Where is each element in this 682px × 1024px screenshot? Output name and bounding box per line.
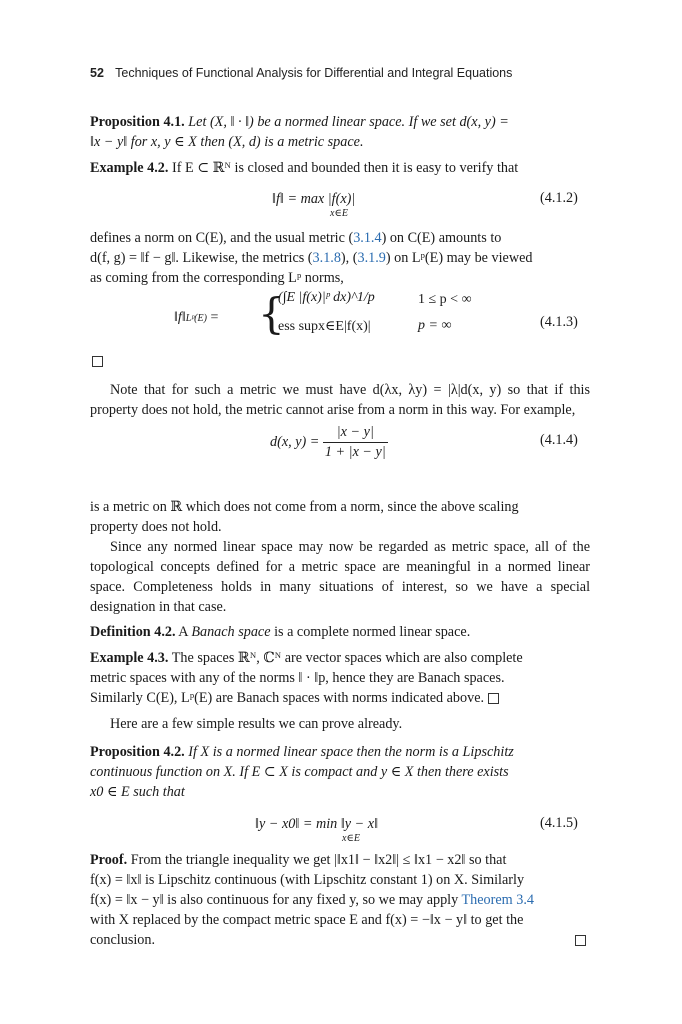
proposition-4-1: [90, 112, 590, 152]
prop41-line2: ‖x − y‖ for x, y ∈ X then (X, d) is a metric space.: [90, 134, 364, 150]
since-paragraph: [90, 537, 590, 617]
since-line1: Since any normed linear space may now be regarded as metric space, all of: [110, 539, 567, 555]
here-text: Here are a few simple results we can prove already.: [110, 716, 403, 732]
eq415-number: (4.1.5): [540, 815, 578, 831]
prop42-line1: If X is a normed linear space then the norm is a Lipschitz: [188, 744, 514, 760]
def42-term: Banach space: [191, 624, 271, 640]
note-line1: Note that for such a metric we must have d(λx, λy) = |λ|d(x, y) so that if: [110, 382, 564, 398]
ex43-line2: metric spaces with any of the norms ‖ · ‖p, hence they are Banach spaces.: [90, 670, 505, 686]
eq413-lhs-sub: Lᵖ(E): [185, 313, 207, 324]
note-line3: example,: [523, 402, 576, 418]
proof-line1: From the triangle inequality we get |‖x1‖ − ‖x2‖| ≤ ‖x1 − x2‖ so that: [130, 852, 507, 868]
prop42-line3: x0 ∈ E such that: [90, 784, 185, 800]
after-eq414: [90, 497, 590, 537]
book-title: Techniques of Functional Analysis for Differential and Integral Equations: [115, 66, 513, 80]
here-paragraph: [110, 714, 590, 734]
note-paragraph: [90, 380, 590, 420]
since-line2: the topological concepts defined for a metric space are meaningful in a normed: [90, 539, 590, 575]
ex42-p1a: defines a norm on C(E), and the usual metric (: [90, 230, 354, 246]
eq414-numerator: |x − y|: [323, 424, 388, 443]
after414-line1: is a metric on ℝ which does not come from a norm, since the above scaling: [90, 499, 519, 515]
eq415-sub: x∈E: [342, 833, 360, 844]
example-4-3: [90, 648, 590, 708]
eq412-number: (4.1.2): [540, 190, 578, 206]
eq415-main: ‖y − x0‖ = min ‖y − x‖: [255, 816, 379, 832]
prop41-line1: Let (X, ‖ · ‖) be a normed linear space. If we set d(x, y) =: [188, 114, 509, 130]
proof-label: Proof.: [90, 852, 128, 868]
ex42-text: If E ⊂ ℝᴺ is closed and bounded then it is easy to verify that: [171, 160, 519, 176]
running-header: [90, 66, 512, 80]
def42-text-b: is a complete normed linear space.: [270, 624, 471, 640]
page-number: 52: [90, 66, 104, 80]
example-4-2-body: [90, 228, 590, 288]
def42-label: Definition 4.2.: [90, 624, 176, 640]
proof-line3: f(x) = ‖x − y‖ is also continuous for any fixed y, so we may apply: [90, 892, 462, 908]
prop41-label: Proposition 4.1.: [90, 114, 185, 130]
eq414-lhs: d(x, y) =: [270, 434, 320, 450]
eq413-lhs: ‖f‖: [174, 310, 186, 325]
after414-line2: property does not hold.: [90, 519, 222, 535]
proposition-4-2: [90, 742, 590, 802]
ex42-p1b: ) on C(E) amounts to: [381, 230, 502, 246]
eq413-number: (4.1.3): [540, 314, 578, 330]
end-of-example-icon: [488, 693, 499, 704]
qed-icon: [575, 935, 586, 946]
ref-3-1-8-link[interactable]: 3.1.8: [312, 250, 341, 266]
ex43-label: Example 4.3.: [90, 650, 169, 666]
ref-3-1-9-link[interactable]: 3.1.9: [357, 250, 386, 266]
eq412-sub: x∈E: [330, 208, 348, 219]
ex42-p2a: d(f, g) = ‖f − g‖. Likewise, the metrics (: [90, 250, 313, 266]
ex42-p2mid: ), (: [340, 250, 358, 266]
left-brace: {: [258, 289, 285, 338]
eq414-number: (4.1.4): [540, 432, 578, 448]
ex42-p2b: ) on Lᵖ(E) may be viewed: [385, 250, 533, 266]
end-of-example-icon: [92, 352, 103, 370]
ex42-label: Example 4.2.: [90, 160, 169, 176]
ex42-p3: as coming from the corresponding Lᵖ norms,: [90, 270, 344, 286]
equation-4-1-2: [272, 190, 356, 219]
note-line2: this property does not hold, the metric cannot arise from a norm in this way. For: [90, 382, 590, 418]
proof: [90, 850, 590, 950]
eq413-case2: ess supx∈E|f(x)|: [278, 319, 371, 334]
ref-3-1-4-link[interactable]: 3.1.4: [353, 230, 382, 246]
ex43-line1: The spaces ℝᴺ, ℂᴺ are vector spaces which are also complete: [171, 650, 523, 666]
prop42-line2: continuous function on X. If E ⊂ X is compact and y ∈ X then there exists: [90, 764, 509, 780]
theorem-3-4-link[interactable]: Theorem 3.4: [461, 892, 534, 908]
equation-4-1-5: [255, 815, 379, 844]
eq412-main: ‖f‖ = max |f(x)|: [272, 191, 356, 207]
def42-text-a: A: [178, 624, 192, 640]
eq413-cond2: p = ∞: [418, 318, 452, 333]
definition-4-2: [90, 622, 590, 642]
proof-line5: conclusion.: [90, 932, 156, 948]
eq413-case1: (∫E |f(x)|ᵖ dx)^1/p: [278, 290, 375, 305]
ex43-line3: Similarly C(E), Lᵖ(E) are Banach spaces with norms indicated above.: [90, 690, 485, 706]
since-line3: linear space. Completeness holds in many situations of interest, so we have a: [90, 559, 590, 595]
equation-4-1-4: [270, 424, 388, 461]
prop42-label: Proposition 4.2.: [90, 744, 185, 760]
proof-line2: f(x) = ‖x‖ is Lipschitz continuous (with Lipschitz constant 1) on X. Similarly: [90, 872, 525, 888]
proof-line4: with X replaced by the compact metric space E and f(x) = −‖x − y‖ to get the: [90, 912, 524, 928]
equation-4-1-3: ‖f‖Lᵖ(E) = { (∫E |f(x)|ᵖ dx)^1/p 1 ≤ p < ∞ ess supx∈E|f(x)| p = ∞: [174, 289, 472, 338]
eq414-denominator: 1 + |x − y|: [324, 444, 386, 460]
example-4-2-intro: [90, 158, 590, 178]
eq413-cond1: 1 ≤ p < ∞: [418, 292, 472, 307]
since-line4: special designation in that case.: [90, 579, 591, 615]
